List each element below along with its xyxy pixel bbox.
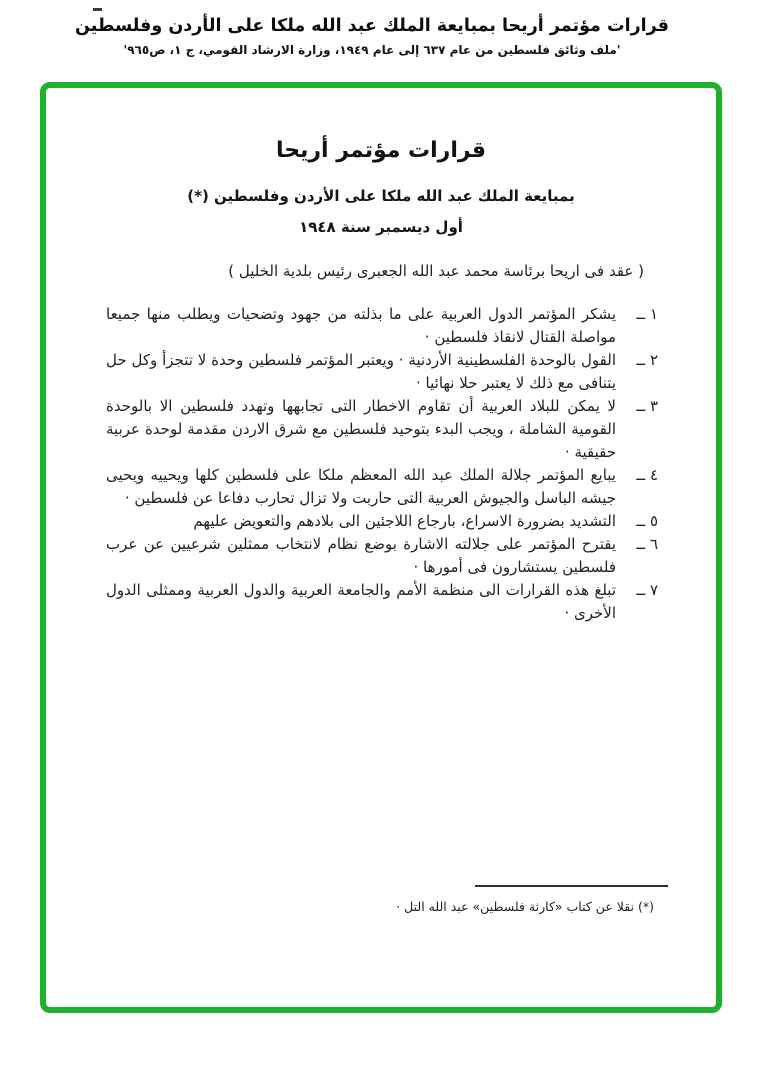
header-title-line: قرارات مؤتمر أريحا بمبايعة الملك عبد الله ملكا على الأردن وفلسطين (75, 16, 669, 36)
document-title: قرارات مؤتمر أريحا (276, 138, 486, 163)
resolution-number: ٦ ــ (636, 535, 658, 553)
resolution-number: ٥ ــ (636, 512, 658, 530)
resolution-text: تبلغ هذه القرارات الى منظمة الأمم والجامعة العربية والدول العربية وممثلى الدول الأخرى · (106, 581, 616, 622)
resolution-number: ٣ ــ (636, 397, 658, 415)
resolution-item (106, 464, 658, 510)
resolution-text: لا يمكن للبلاد العربية أن تقاوم الاخطار التى تجابهها وتهدد فلسطين الا بالوحدة القومية الشاملة ، ويجب البدء بتوحيد فلسطين مع شرق الاردن مقدمة لوحدة عربية حقيقية · (106, 397, 616, 461)
resolution-item (106, 303, 658, 349)
resolution-item (106, 349, 658, 395)
document-preamble: ( عقد فى اريحا برئاسة محمد عبد الله الجعبرى رئيس بلدية الخليل ) (228, 262, 644, 280)
document-frame (40, 82, 722, 1013)
resolution-item (106, 579, 658, 625)
header-source-citation: 'ملف وثائق فلسطين من عام ٦٣٧ إلى عام ١٩٤٩، وزارة الارشاد القومي، ج ١، ص٩٦٥' (123, 43, 621, 57)
resolution-text: يشكر المؤتمر الدول العربية على ما بذلته من جهود وتضحيات ويطلب منها جميعا مواصلة القتال لانقاذ فلسطين · (106, 305, 616, 346)
resolution-text: يبايع المؤتمر جلالة الملك عبد الله المعظم ملكا على فلسطين كلها ويحييه ويحيى جيشه الباسل والجيوش العربية التى حاربت ولا تزال تحارب دفاعا عن فلسطين · (106, 466, 616, 507)
resolution-text: التشديد بضرورة الاسراع، بارجاع اللاجئين الى بلادهم والتعويض عليهم (193, 512, 616, 530)
document-date-line: أول ديسمبر سنة ١٩٤٨ (299, 218, 463, 236)
resolution-text: يقترح المؤتمر على جلالته الاشارة بوضع نظام لانتخاب ممثلين شرعيين عن عرب فلسطين يستشارون فى أمورها · (106, 535, 616, 576)
scan-artifact-dash (93, 8, 102, 11)
document-subtitle: بمبايعة الملك عبد الله ملكا على الأردن وفلسطين (*) (187, 187, 575, 205)
page-header (0, 16, 744, 57)
footnote-text: (*) نقلا عن كتاب «كارثة فلسطين» عبد الله التل · (396, 899, 654, 914)
resolution-number: ٧ ــ (636, 581, 658, 599)
resolution-item (106, 395, 658, 464)
resolution-text: القول بالوحدة الفلسطينية الأردنية · ويعتبر المؤتمر فلسطين وحدة لا تتجزأ وكل حل يتنافى مع ذلك لا يعتبر حلا نهائيا · (106, 351, 616, 392)
resolution-number: ٤ ــ (636, 466, 658, 484)
resolution-item (106, 510, 658, 533)
resolution-number: ٢ ــ (636, 351, 658, 369)
resolution-item (106, 533, 658, 579)
resolutions-list (46, 303, 716, 625)
footnote-area (268, 872, 668, 914)
resolution-number: ١ ــ (636, 305, 658, 323)
footnote-separator-rule (475, 885, 668, 887)
